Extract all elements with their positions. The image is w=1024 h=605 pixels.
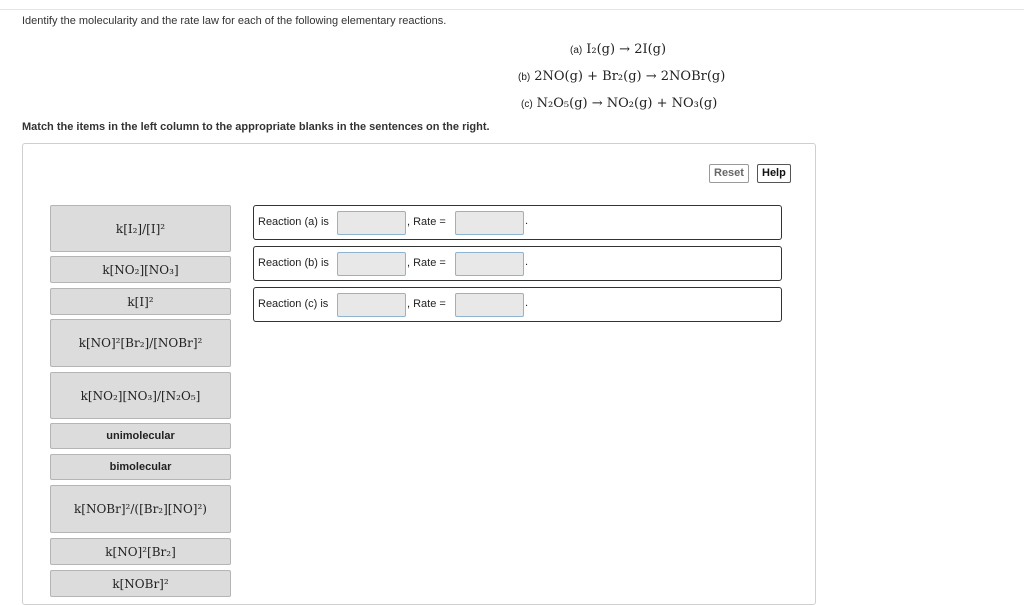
tile-unimolecular[interactable]: unimolecular <box>50 423 231 449</box>
question-instruction: Identify the molecularity and the rate law for each of the following elementary reactions. <box>22 15 447 27</box>
molecularity-drop-target-a[interactable] <box>337 211 406 235</box>
rate-drop-target-c[interactable] <box>455 293 524 317</box>
tile-rate-no2-no3-over-n2o5[interactable]: k[NO₂][NO₃]/[N₂O₅] <box>50 372 231 419</box>
reaction-a: (a) I₂(g) → 2I(g) <box>570 42 667 57</box>
reset-button[interactable]: Reset <box>709 164 749 183</box>
reaction-c: (c) N₂O₅(g) → NO₂(g) + NO₃(g) <box>521 96 718 111</box>
sentence-row-b: Reaction (b) is , Rate = . <box>253 246 782 281</box>
molecularity-drop-target-b[interactable] <box>337 252 406 276</box>
molecularity-drop-target-c[interactable] <box>337 293 406 317</box>
rate-drop-target-b[interactable] <box>455 252 524 276</box>
sentence-row-a: Reaction (a) is , Rate = . <box>253 205 782 240</box>
tile-rate-i2-over-i-squared[interactable]: k[I₂]/[I]² <box>50 205 231 252</box>
tile-rate-no2-no3[interactable]: k[NO₂][NO₃] <box>50 256 231 283</box>
sentence-row-c: Reaction (c) is , Rate = . <box>253 287 782 322</box>
tile-rate-nobr-squared[interactable]: k[NOBr]² <box>50 570 231 597</box>
reaction-b: (b) 2NO(g) + Br₂(g) → 2NOBr(g) <box>518 69 726 84</box>
match-instruction: Match the items in the left column to the appropriate blanks in the sentences on the right. <box>22 121 490 133</box>
top-divider <box>0 9 1024 10</box>
tile-bimolecular[interactable]: bimolecular <box>50 454 231 480</box>
tile-rate-i-squared[interactable]: k[I]² <box>50 288 231 315</box>
tile-rate-nobr-over-br2-no[interactable]: k[NOBr]²/([Br₂][NO]²) <box>50 485 231 533</box>
rate-drop-target-a[interactable] <box>455 211 524 235</box>
tile-rate-no-squared-br2[interactable]: k[NO]²[Br₂] <box>50 538 231 565</box>
help-button[interactable]: Help <box>757 164 791 183</box>
tile-rate-no-br2-over-nobr[interactable]: k[NO]²[Br₂]/[NOBr]² <box>50 319 231 367</box>
